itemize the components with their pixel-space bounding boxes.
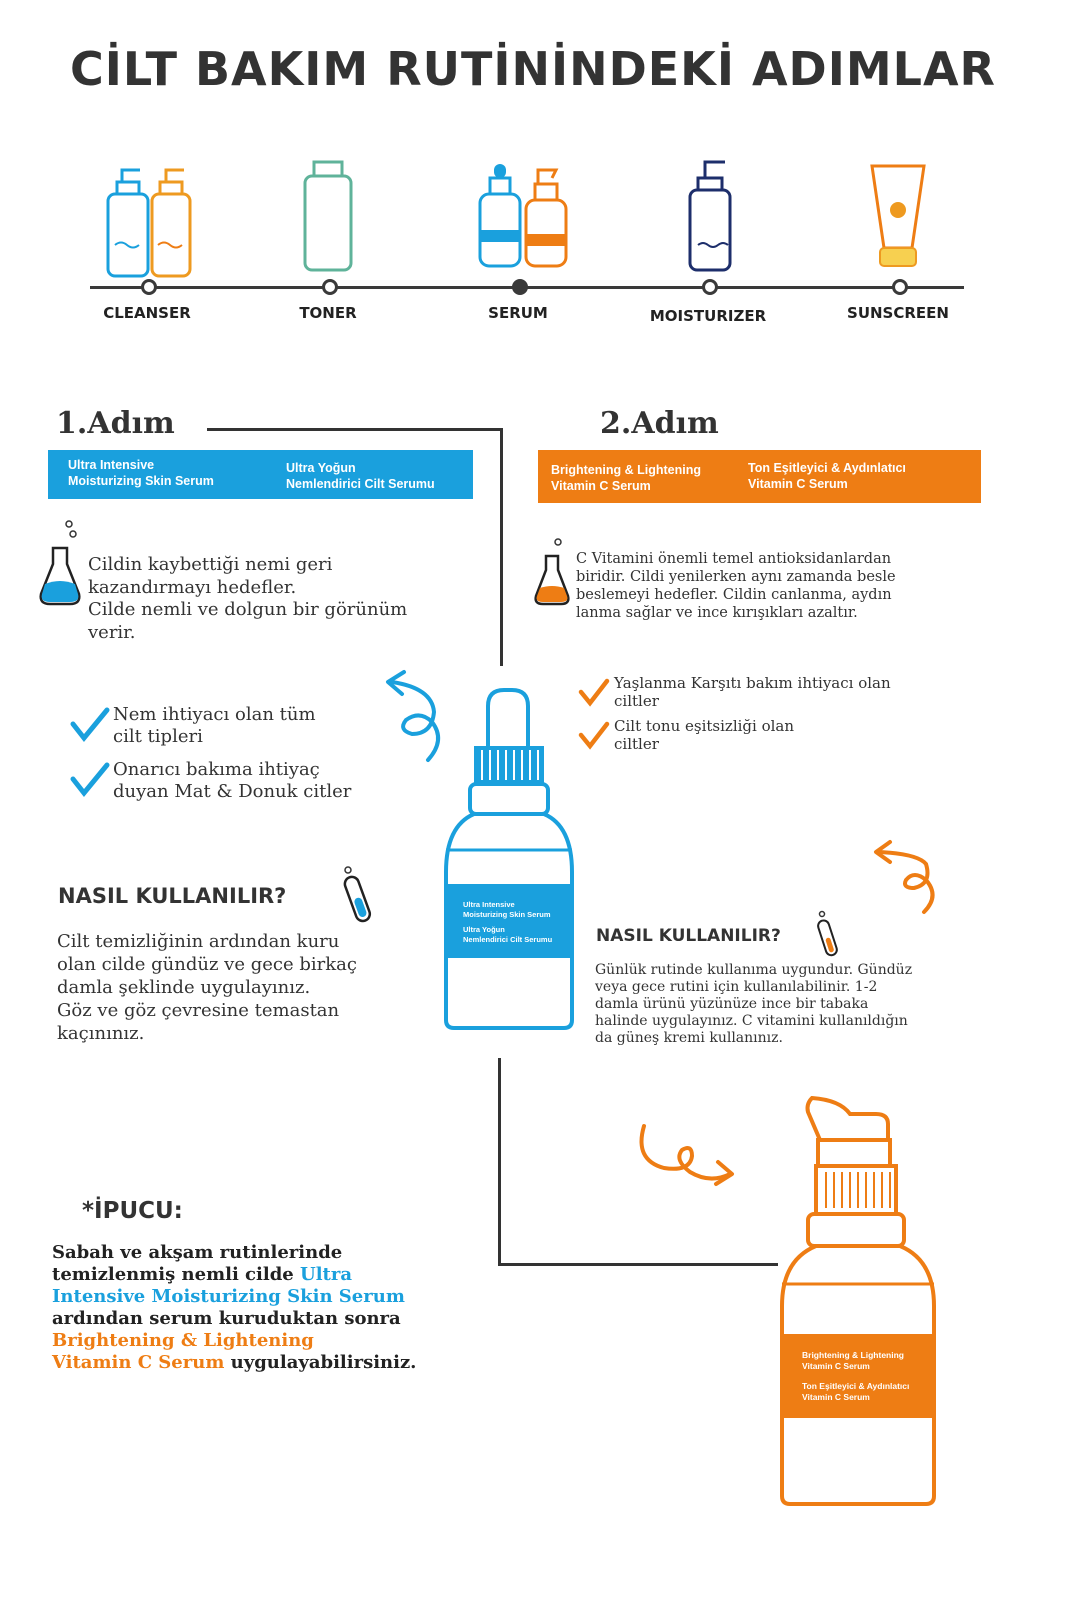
orange-bottle-label-2: Ton Eşitleyici & Aydınlatıcı Vitamin C Serum (802, 1381, 910, 1402)
blue-bottle-label-1: Ultra Intensive Moisturizing Skin Serum (463, 900, 551, 919)
step1-check-2: Onarıcı bakıma ihtiyaç duyan Mat & Donuk citler (113, 759, 352, 802)
step2-check-1: Yaşlanma Karşıtı bakım ihtiyacı olan ciltler (614, 674, 891, 710)
step2-how-title: NASIL KULLANILIR? (596, 926, 781, 946)
step2-heading: 2.Adım (600, 406, 719, 441)
connector-line (207, 428, 503, 431)
step-label-moisturizer: MOISTURIZER (649, 307, 767, 325)
flask-icon (36, 520, 82, 610)
sunscreen-tube-icon (872, 166, 924, 266)
step2-how-text: Günlük rutinde kullanıma uygundur. Gündüz veya gece rutini için kullanılabilinir. 1-2 damla ürünü yüzünüze ince bir tabaka halinde uygulayınız. C vitamini kullanıldığın da güneş kremi kullanınız. (595, 962, 913, 1046)
step1-check-1: Nem ihtiyacı olan tüm cilt tipleri (113, 704, 316, 747)
step1-description: Cildin kaybettiği nemi geri kazandırmayı hedefler. Cilde nemli ve dolgun bir görünüm verir. (88, 554, 408, 643)
step1-heading: 1.Adım (56, 406, 175, 441)
step2-product-banner (538, 450, 981, 503)
step-label-sunscreen: SUNSCREEN (847, 304, 949, 322)
tip-text-part3: uygulayabilirsiniz. (224, 1352, 417, 1373)
test-tube-icon (812, 910, 842, 960)
step-label-toner: TONER (299, 304, 357, 322)
step1-how-text: Cilt temizliğinin ardından kuru olan cilde gündüz ve gece birkaç damla şeklinde uygulayınız. Göz ve göz çevresine temastan kaçınınız. (57, 931, 357, 1044)
step2-description: C Vitamini önemli temel antioksidanlardan biridir. Cildi yenilerken aynı zamanda besle beslemeyi hedefler. Cildin canlanma, aydın lanma sağlar ve ince kırışıkları azaltır. (576, 551, 896, 621)
curly-arrow-icon (866, 838, 946, 918)
tip-highlight-blue: Ultra Intensive Moisturizing Skin Serum (52, 1264, 405, 1307)
timeline-dot-serum (512, 279, 528, 295)
step2-banner-en: Brightening & Lightening Vitamin C Serum (551, 463, 701, 493)
timeline-dot-sunscreen (892, 279, 908, 295)
moisturizer-bottle-icon (690, 162, 730, 270)
blue-bottle-label-2: Ultra Yoğun Nemlendirici Cilt Serumu (463, 925, 553, 944)
tip-text-part2: ardından serum kuruduktan sonra (52, 1308, 401, 1329)
tip-highlight-orange: Brightening & Lightening Vitamin C Serum (52, 1330, 314, 1373)
timeline-dot-toner (322, 279, 338, 295)
tip-text-part1: Sabah ve akşam rutinlerinde temizlenmiş nemli cilde (52, 1242, 343, 1285)
checkmark-icon (578, 677, 610, 707)
test-tube-icon (338, 864, 376, 928)
step2-check-2: Cilt tonu eşitsizliği olan ciltler (614, 717, 795, 753)
checkmark-icon (578, 720, 610, 750)
timeline-dot-moisturizer (702, 279, 718, 295)
routine-products (0, 150, 1066, 280)
timeline-dot-cleanser (141, 279, 157, 295)
curly-arrow-icon (634, 1120, 742, 1200)
step2-banner-tr: Ton Eşitleyici & Aydınlatıcı Vitamin C Serum (748, 461, 906, 491)
step1-how-title: NASIL KULLANILIR? (58, 884, 287, 908)
orange-bottle-label-1: Brightening & Lightening Vitamin C Serum (802, 1350, 904, 1371)
step-label-cleanser: CLEANSER (103, 304, 191, 322)
step-label-serum: SERUM (488, 304, 548, 322)
checkmark-icon (70, 706, 110, 742)
step1-banner-en: Ultra Intensive Moisturizing Skin Serum (68, 458, 214, 488)
connector-line (498, 1263, 778, 1266)
pump-bottle-icon (776, 1094, 940, 1510)
cleanser-bottle-icon (108, 170, 190, 276)
step1-banner-tr: Ultra Yoğun Nemlendirici Cilt Serumu (286, 461, 435, 491)
step1-product-banner (48, 450, 473, 499)
page-title: CİLT BAKIM RUTİNİNDEKİ ADIMLAR (70, 42, 996, 96)
flask-icon (532, 538, 572, 612)
tip-heading: *İPUCU: (82, 1198, 183, 1224)
serum-bottles-icon (480, 164, 566, 266)
checkmark-icon (70, 761, 110, 797)
toner-bottle-icon (305, 162, 351, 270)
dropper-bottle-icon (440, 686, 578, 1032)
tip-text (52, 1242, 492, 1374)
connector-line (498, 1058, 501, 1266)
